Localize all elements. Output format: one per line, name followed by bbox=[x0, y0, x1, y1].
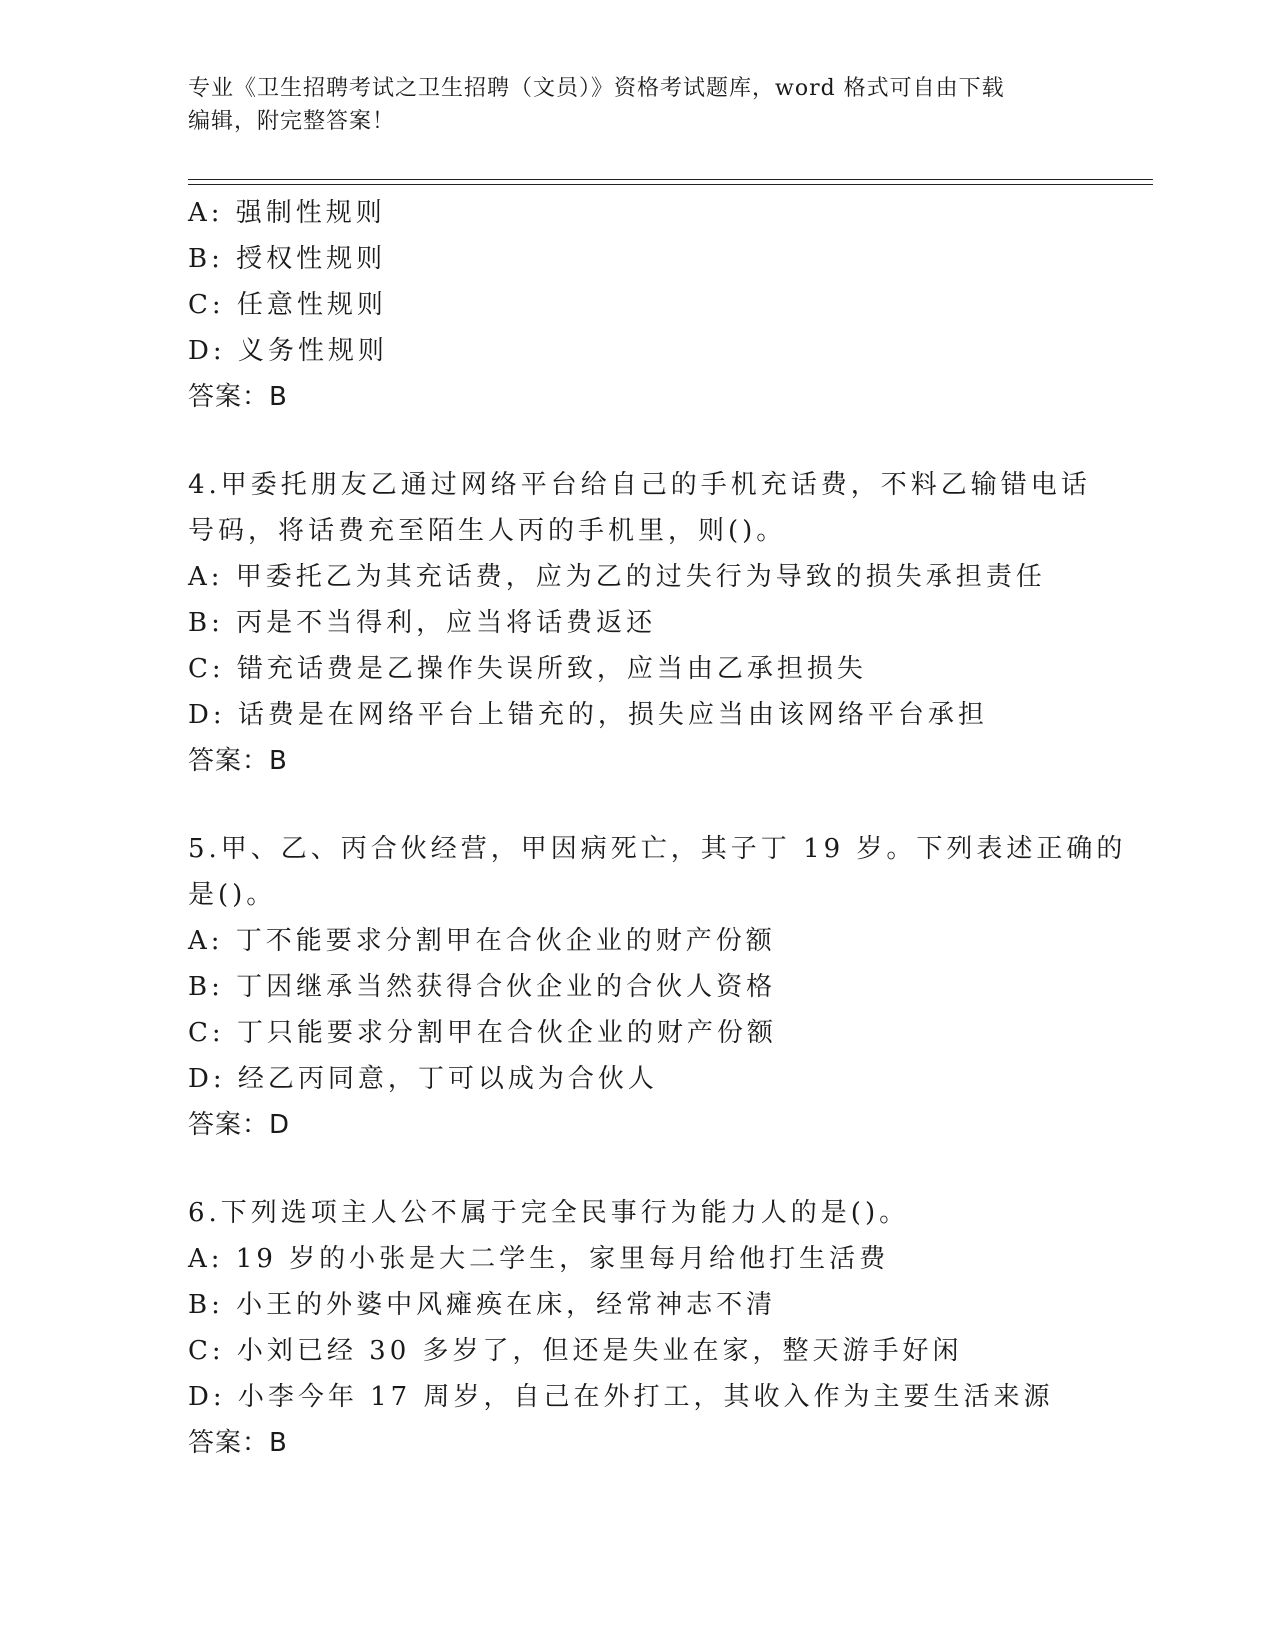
q5-stem-line-1: 5.甲、乙、丙合伙经营，甲因病死亡，其子丁 19 岁。下列表述正确的 bbox=[188, 834, 1127, 864]
header-divider-top bbox=[188, 179, 1153, 180]
q6-option-c: C: 小刘已经 30 多岁了，但还是失业在家，整天游手好闲 bbox=[188, 1336, 963, 1366]
q3-option-a: A: 强制性规则 bbox=[188, 198, 386, 228]
q5-option-a: A: 丁不能要求分割甲在合伙企业的财产份额 bbox=[188, 926, 776, 956]
q4-stem-line-2: 号码，将话费充至陌生人丙的手机里，则()。 bbox=[188, 516, 787, 546]
question-list bbox=[188, 190, 1127, 1466]
q6-option-d: D: 小李今年 17 周岁，自己在外打工，其收入作为主要生活来源 bbox=[188, 1382, 1054, 1412]
header-line-2: 编辑，附完整答案！ bbox=[188, 109, 396, 134]
question-5-block bbox=[188, 826, 1127, 1148]
q3-option-c: C: 任意性规则 bbox=[188, 290, 387, 320]
q5-answer: 答案：D bbox=[188, 1110, 291, 1140]
spacer bbox=[188, 420, 1108, 462]
q6-answer: 答案：B bbox=[188, 1428, 288, 1458]
q4-option-a: A: 甲委托乙为其充话费，应为乙的过失行为导致的损失承担责任 bbox=[188, 562, 1046, 592]
q4-option-c: C: 错充话费是乙操作失误所致，应当由乙承担损失 bbox=[188, 654, 867, 684]
q3-option-d: D: 义务性规则 bbox=[188, 336, 388, 366]
header-divider-bottom bbox=[188, 184, 1153, 185]
header-line-1: 专业《卫生招聘考试之卫生招聘（文员）》资格考试题库，word 格式可自由下载 bbox=[188, 76, 1005, 101]
question-6-block bbox=[188, 1190, 1108, 1466]
q5-option-d: D: 经乙丙同意，丁可以成为合伙人 bbox=[188, 1064, 658, 1094]
document-header bbox=[188, 72, 1088, 138]
q5-stem-line-2: 是()。 bbox=[188, 880, 277, 910]
q5-option-b: B: 丁因继承当然获得合伙企业的合伙人资格 bbox=[188, 972, 777, 1002]
question-3-block bbox=[188, 190, 1108, 420]
q6-option-b: B: 小王的外婆中风瘫痪在床，经常神志不清 bbox=[188, 1290, 777, 1320]
q3-option-b: B: 授权性规则 bbox=[188, 244, 387, 274]
q4-option-d: D: 话费是在网络平台上错充的，损失应当由该网络平台承担 bbox=[188, 700, 988, 730]
q6-option-a: A: 19 岁的小张是大二学生，家里每月给他打生活费 bbox=[188, 1244, 890, 1274]
q4-stem-line-1: 4.甲委托朋友乙通过网络平台给自己的手机充话费，不料乙输错电话 bbox=[188, 470, 1091, 500]
question-4-block bbox=[188, 462, 1108, 784]
spacer bbox=[188, 784, 1108, 826]
spacer bbox=[188, 1148, 1108, 1190]
q5-option-c: C: 丁只能要求分割甲在合伙企业的财产份额 bbox=[188, 1018, 777, 1048]
q4-option-b: B: 丙是不当得利，应当将话费返还 bbox=[188, 608, 657, 638]
q4-answer: 答案：B bbox=[188, 746, 288, 776]
q6-stem-line-1: 6.下列选项主人公不属于完全民事行为能力人的是()。 bbox=[188, 1198, 910, 1228]
q3-answer: 答案：B bbox=[188, 382, 288, 412]
